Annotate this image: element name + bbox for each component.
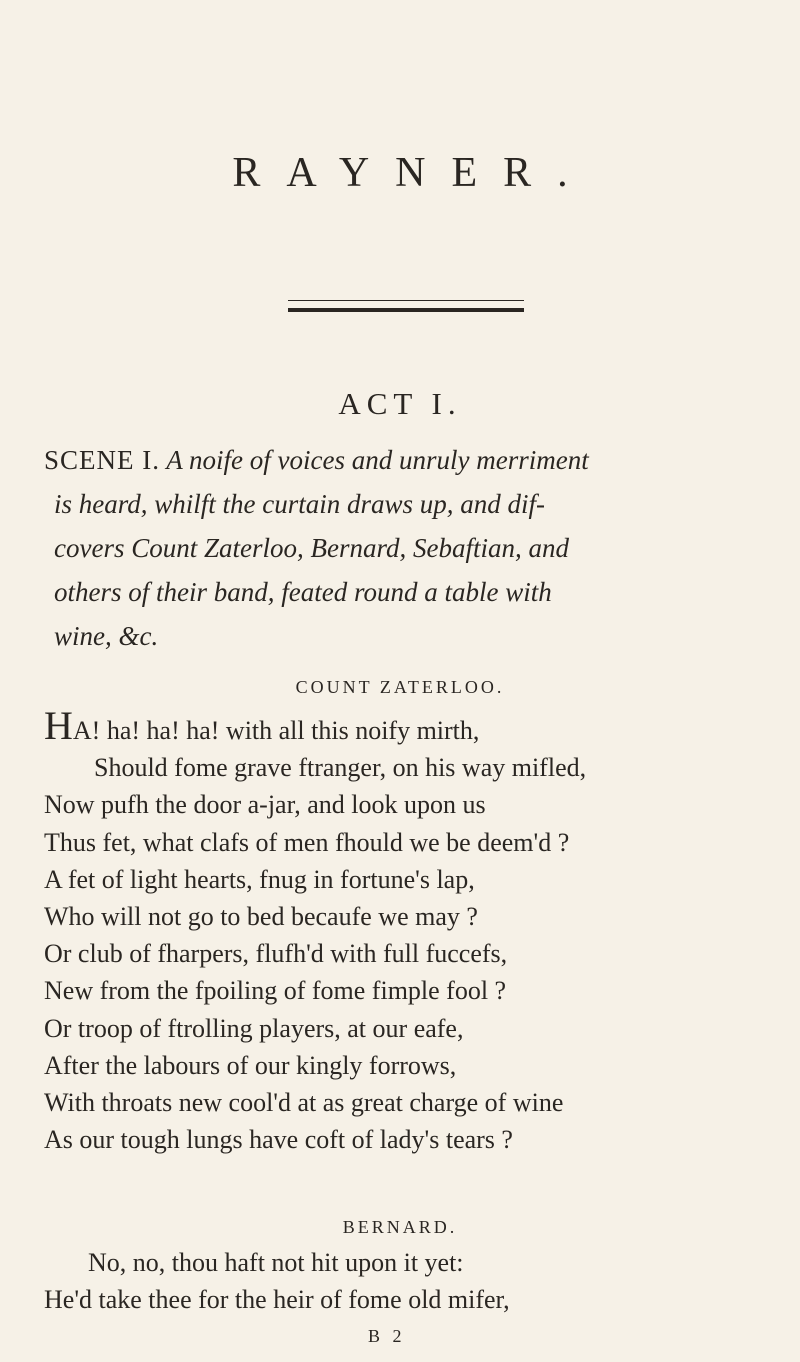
stage-line: is heard, whilft the curtain draws up, and dif- — [54, 489, 546, 519]
verse-line: As our tough lungs have coft of lady's tears ? — [44, 1125, 513, 1155]
stage-line: covers Count Zaterloo, Bernard, Sebaftian, and — [54, 533, 569, 563]
verse-line: Or troop of ftrolling players, at our eafe, — [44, 1013, 464, 1043]
speech-bernard — [44, 1244, 774, 1318]
stage-line: wine, &c. — [54, 621, 159, 651]
speaker-name: COUNT ZATERLOO. — [295, 677, 505, 697]
speaker-name: BERNARD. — [342, 1217, 458, 1237]
stage-text: A noife of voices and unruly merriment — [160, 445, 589, 475]
act-heading: ACT I. — [338, 386, 462, 421]
title-rule-thin — [288, 300, 524, 301]
verse-line: HA! ha! ha! ha! with all this noify mirth, — [44, 703, 480, 748]
verse-line: New from the fpoiling of fome fimple fool ? — [44, 976, 507, 1006]
stage-line: others of their band, feated round a table with — [54, 577, 552, 607]
stage-line — [44, 438, 764, 482]
speech-count-zaterloo — [44, 703, 774, 1158]
scene-label: SCENE I. — [44, 445, 160, 475]
title-rule-thick — [288, 308, 524, 312]
verse-line: After the labours of our kingly forrows, — [44, 1050, 457, 1080]
verse-line: Now pufh the door a-jar, and look upon us — [44, 790, 486, 820]
drop-cap: H — [44, 703, 73, 748]
play-title: RAYNER. — [232, 150, 594, 196]
verse-line: With throats new cool'd at as great charge of wine — [44, 1088, 564, 1118]
verse-line: No, no, thou haft not hit upon it yet: — [88, 1248, 464, 1277]
verse-line: Who will not go to bed becaufe we may ? — [44, 902, 478, 932]
verse-line: Or club of fharpers, flufh'd with full fuccefs, — [44, 939, 508, 969]
stage-direction — [44, 438, 764, 658]
verse-line: Thus fet, what clafs of men fhould we be deem'd ? — [44, 827, 570, 857]
verse-line: A fet of light hearts, fnug in fortune's lap, — [44, 864, 475, 894]
signature-mark: B 2 — [368, 1326, 406, 1346]
verse-line: He'd take thee for the heir of fome old mifer, — [44, 1285, 510, 1315]
verse-line: Should fome grave ftranger, on his way mifled, — [94, 753, 587, 783]
